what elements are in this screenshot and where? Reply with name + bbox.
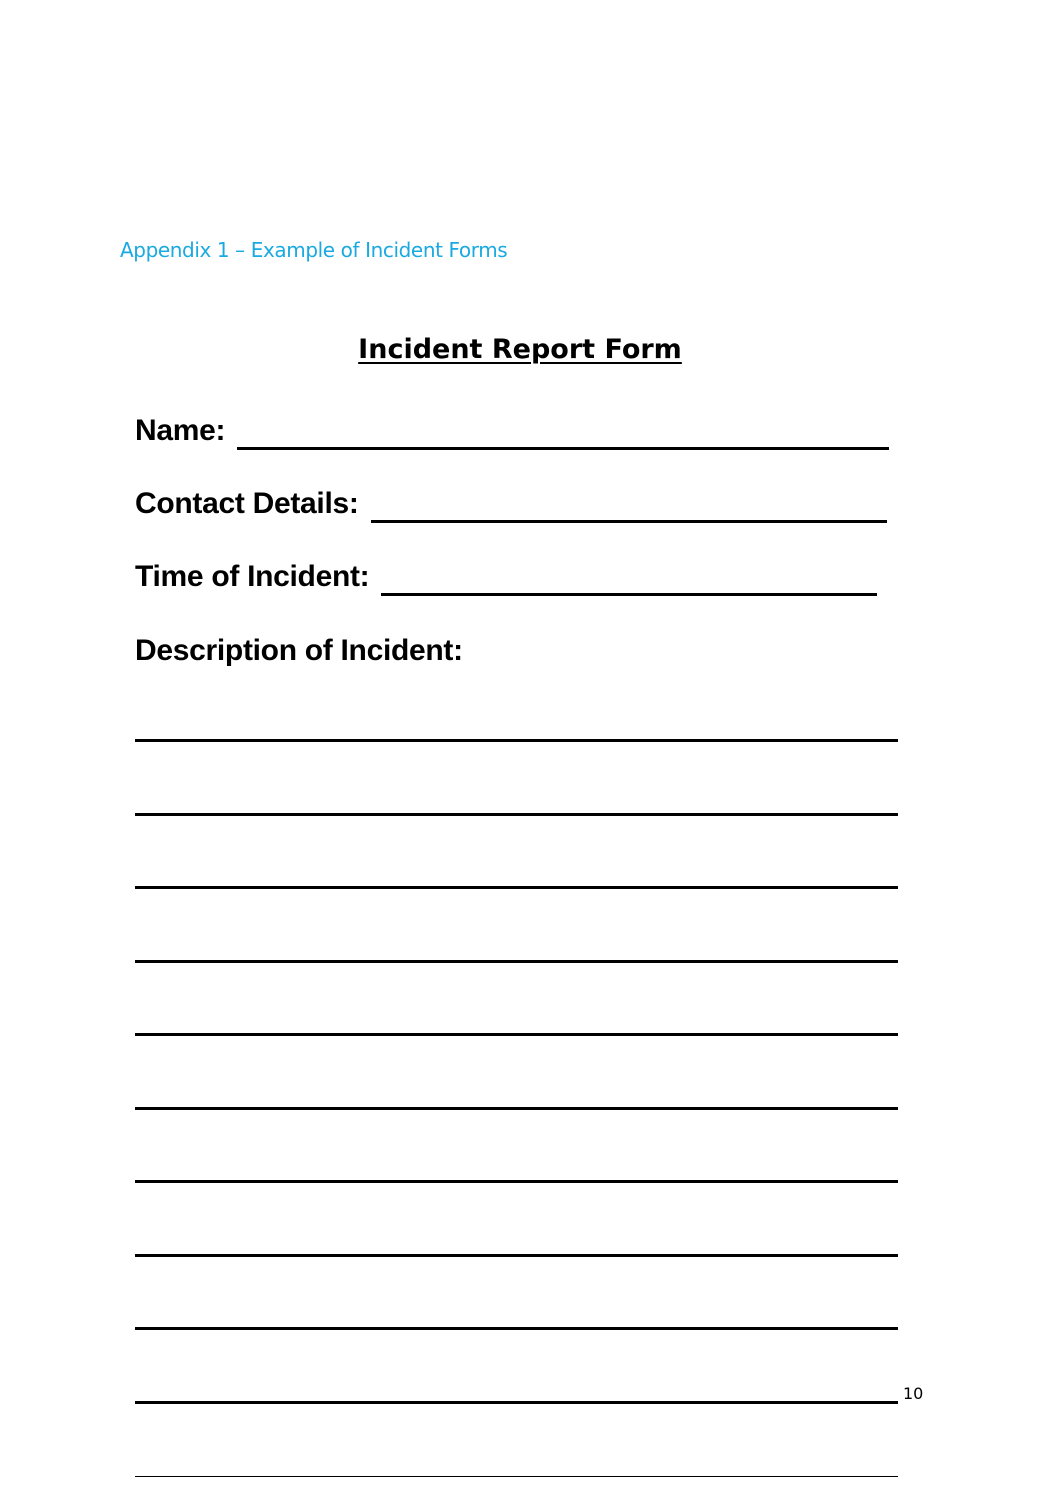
time-of-incident-blank-line[interactable] <box>381 593 877 596</box>
description-blank-line[interactable] <box>135 886 898 889</box>
description-field-row <box>135 634 463 668</box>
time-of-incident-label: Time of Incident: <box>135 560 370 593</box>
description-blank-line[interactable] <box>135 1033 898 1036</box>
description-blank-line[interactable] <box>135 813 898 816</box>
description-blank-line[interactable] <box>135 1180 898 1183</box>
description-blank-line[interactable] <box>135 1327 898 1330</box>
contact-details-blank-line[interactable] <box>371 520 887 523</box>
time-of-incident-field-row <box>135 560 877 594</box>
form-title: Incident Report Form <box>358 334 682 365</box>
appendix-heading: Appendix 1 – Example of Incident Forms <box>120 238 508 262</box>
description-blank-line[interactable] <box>135 1401 898 1404</box>
description-blank-line[interactable] <box>135 1254 898 1257</box>
name-field-row <box>135 414 889 448</box>
name-label: Name: <box>135 414 226 447</box>
description-label: Description of Incident: <box>135 634 463 667</box>
description-blank-line[interactable] <box>135 960 898 963</box>
description-blank-line[interactable] <box>135 739 898 742</box>
name-blank-line[interactable] <box>237 447 889 450</box>
description-blank-line[interactable] <box>135 1476 898 1477</box>
contact-details-label: Contact Details: <box>135 487 359 520</box>
page-number: 10 <box>903 1384 924 1403</box>
contact-details-field-row <box>135 487 887 521</box>
description-blank-line[interactable] <box>135 1107 898 1110</box>
